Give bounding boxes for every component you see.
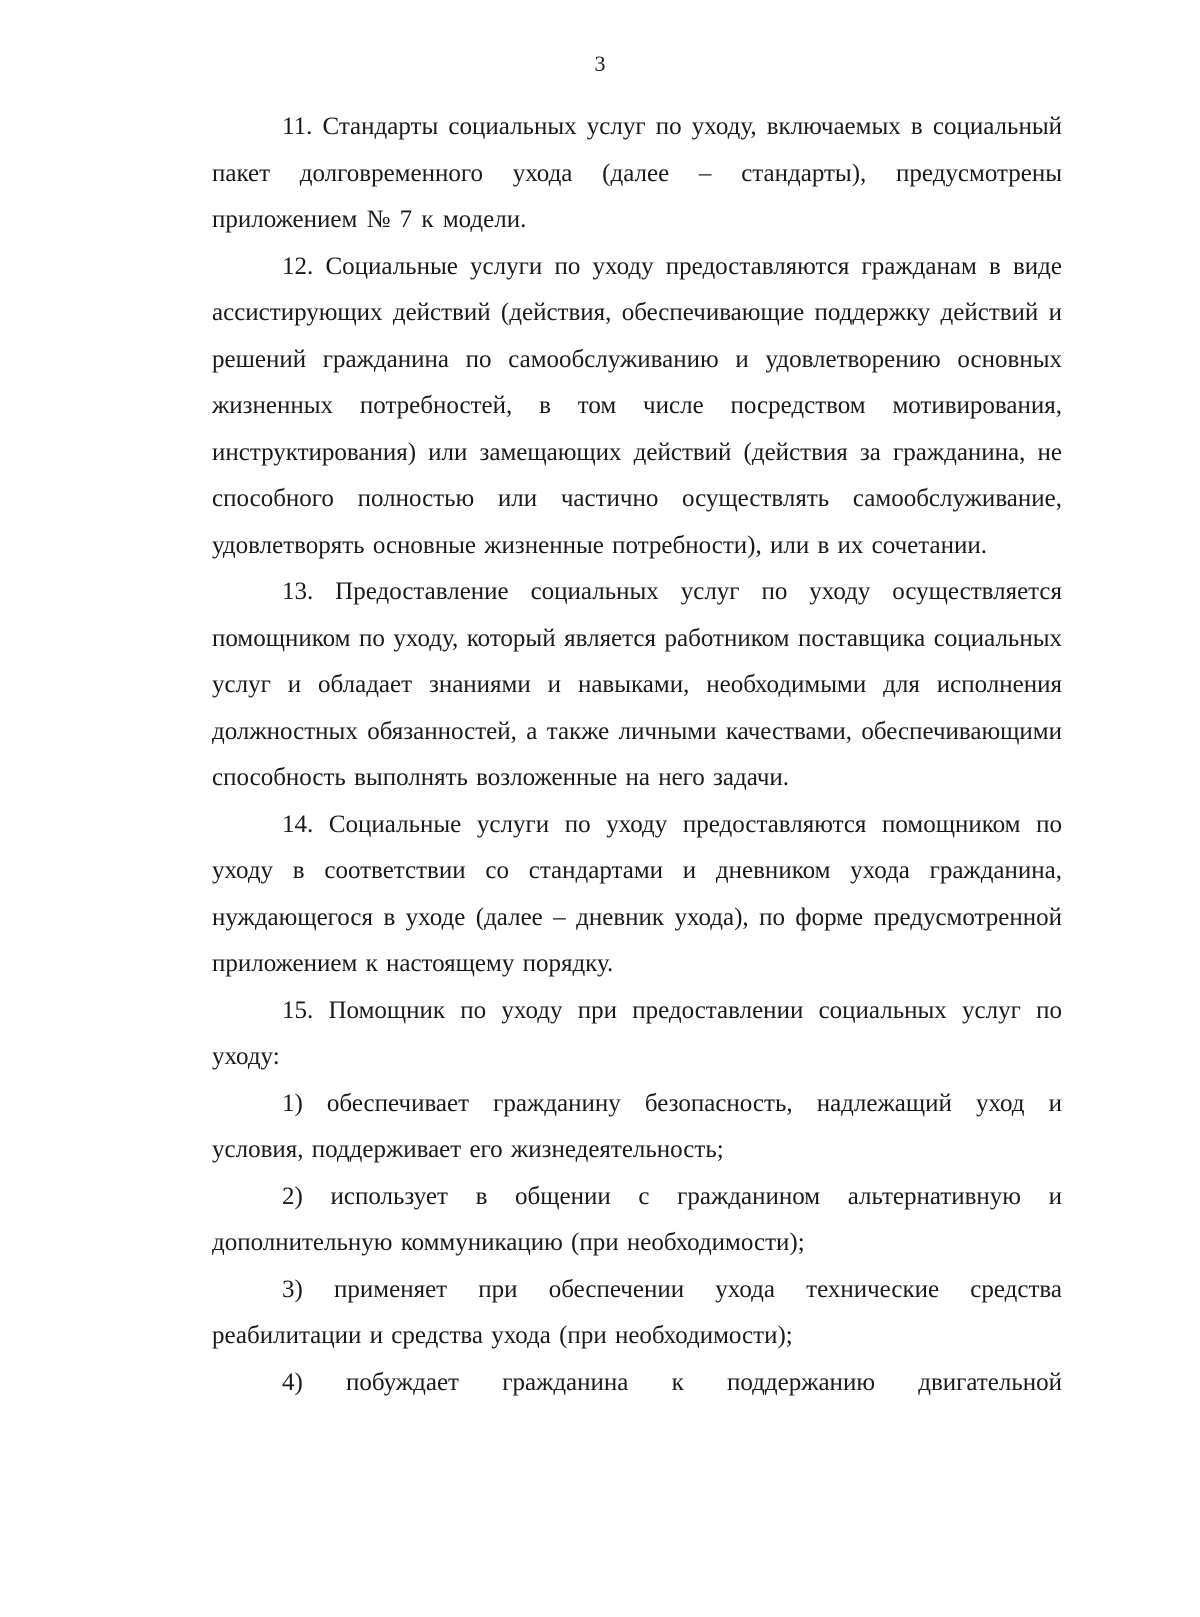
paragraph-13: 13. Предоставление социальных услуг по уходу осуществляется помощником по уходу, который является работником поставщика социальных услуг и обладает знаниями и навыками, необходимыми для исполнения должностных обязанностей, а также личными качествами, обеспечивающими способность выполнять возложенные на него задачи. [212,578,1062,791]
paragraph-15: 15. Помощник по уходу при предоставлении социальных услуг по уходу: [212,996,1062,1070]
document-body [212,104,1062,1406]
paragraph-14: 14. Социальные услуги по уходу предоставляются помощником по уходу в соответствии со стандартами и дневником ухода гражданина, нуждающегося в уходе (далее – дневник ухода), по форме предусмотренной приложением к настоящему порядку. [212,810,1062,977]
paragraph-12: 12. Социальные услуги по уходу предоставляются гражданам в виде ассистирующих действий (действия, обеспечивающие поддержку действий и решений гражданина по самообслуживанию и удовлетворению основных жизненных потребностей, в том числе посредством мотивирования, инструктирования) или замещающих действий (действия за гражданина, не способного полностью или частично осуществлять самообслуживание, удовлетворять основные жизненные потребности), или в их сочетании. [212,252,1062,559]
page-number: 3 [594,51,606,76]
list-item-4: 4) побуждает гражданина к поддержанию двигательной [282,1368,1062,1396]
list-item-1: 1) обеспечивает гражданину безопасность, надлежащий уход и условия, поддерживает его жизнедеятельность; [212,1089,1062,1163]
list-item-3: 3) применяет при обеспечении ухода технические средства реабилитации и средства ухода (при необходимости); [212,1275,1062,1349]
list-item-2: 2) использует в общении с гражданином альтернативную и дополнительную коммуникацию (при необходимости); [212,1182,1062,1256]
paragraph-11: 11. Стандарты социальных услуг по уходу, включаемых в социальный пакет долговременного ухода (далее – стандарты), предусмотрены приложением № 7 к модели. [212,113,1062,233]
